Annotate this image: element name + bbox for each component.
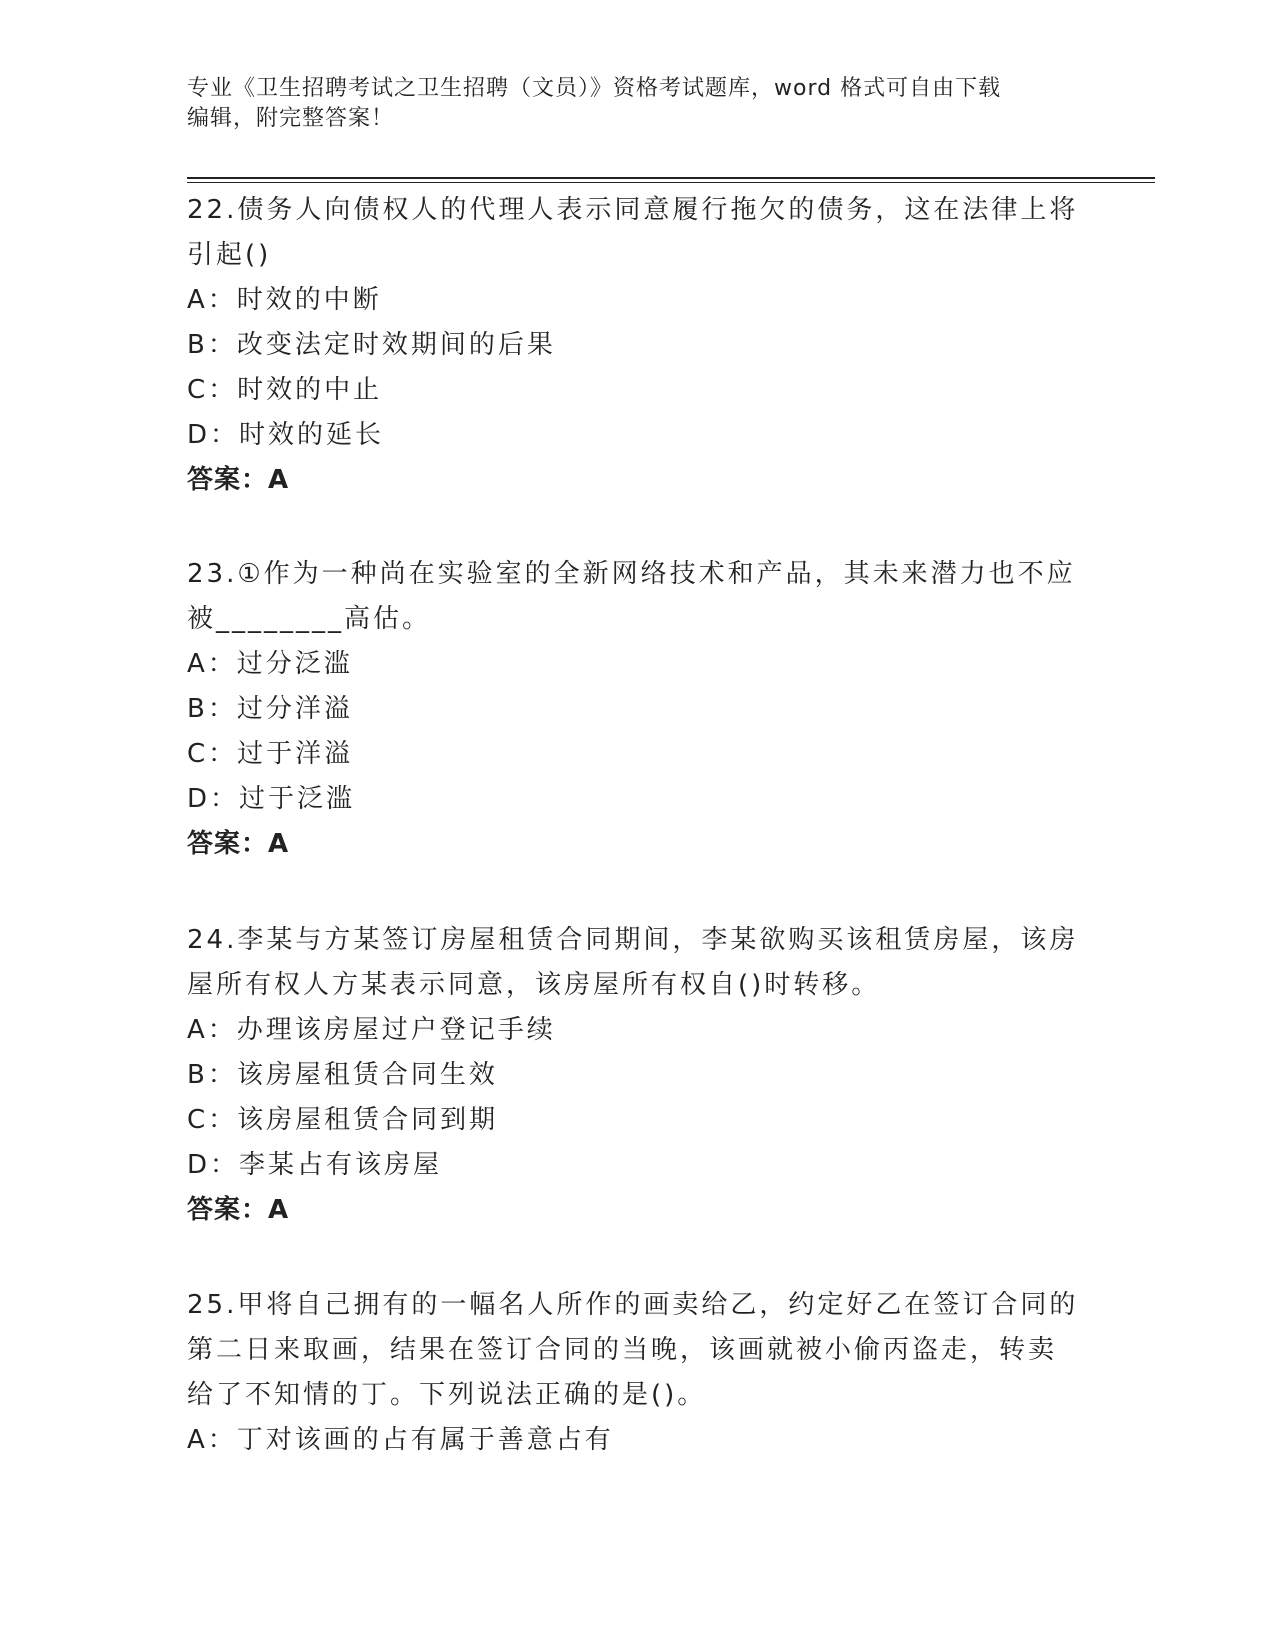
question-23 bbox=[187, 552, 1077, 867]
option-d: D：过于泛滥 bbox=[187, 784, 356, 814]
question-text bbox=[187, 918, 1077, 1008]
header-line-1: 专业《卫生招聘考试之卫生招聘（文员）》资格考试题库，word 格式可自由下载 bbox=[187, 76, 1002, 101]
option-d: D：李某占有该房屋 bbox=[187, 1150, 443, 1180]
question-22 bbox=[187, 188, 1077, 503]
option-c: C：时效的中止 bbox=[187, 375, 383, 405]
question-line: 23.①作为一种尚在实验室的全新网络技术和产品，其未来潜力也不应 bbox=[187, 559, 1076, 589]
option-c: C：过于洋溢 bbox=[187, 739, 354, 769]
question-line: 被________高估。 bbox=[187, 604, 432, 634]
question-text bbox=[187, 188, 1077, 278]
document-header bbox=[187, 74, 1067, 134]
option-a: A：过分泛滥 bbox=[187, 649, 353, 679]
question-line: 引起() bbox=[187, 240, 272, 270]
option-c: C：该房屋租赁合同到期 bbox=[187, 1105, 499, 1135]
header-divider-thin bbox=[187, 182, 1155, 183]
question-line: 25.甲将自己拥有的一幅名人所作的画卖给乙，约定好乙在签订合同的 bbox=[187, 1290, 1079, 1320]
question-line: 22.债务人向债权人的代理人表示同意履行拖欠的债务，这在法律上将 bbox=[187, 195, 1079, 225]
answer: 答案：A bbox=[187, 465, 290, 495]
question-text bbox=[187, 1283, 1077, 1418]
question-line: 24.李某与方某签订房屋租赁合同期间，李某欲购买该租赁房屋，该房 bbox=[187, 925, 1079, 955]
option-a: A：时效的中断 bbox=[187, 285, 382, 315]
question-text bbox=[187, 552, 1077, 642]
answer: 答案：A bbox=[187, 829, 290, 859]
question-24 bbox=[187, 918, 1077, 1233]
question-line: 第二日来取画，结果在签订合同的当晚，该画就被小偷丙盗走，转卖 bbox=[187, 1335, 1058, 1365]
option-b: B：过分洋溢 bbox=[187, 694, 353, 724]
answer: 答案：A bbox=[187, 1195, 290, 1225]
header-divider-thick bbox=[187, 177, 1155, 179]
option-b: B：该房屋租赁合同生效 bbox=[187, 1060, 498, 1090]
option-b: B：改变法定时效期间的后果 bbox=[187, 330, 556, 360]
option-d: D：时效的延长 bbox=[187, 420, 385, 450]
question-25 bbox=[187, 1283, 1077, 1463]
question-line: 给了不知情的丁。下列说法正确的是()。 bbox=[187, 1380, 707, 1410]
option-a: A：丁对该画的占有属于善意占有 bbox=[187, 1425, 614, 1455]
question-line: 屋所有权人方某表示同意，该房屋所有权自()时转移。 bbox=[187, 970, 881, 1000]
header-line-2: 编辑，附完整答案！ bbox=[187, 106, 395, 131]
option-a: A：办理该房屋过户登记手续 bbox=[187, 1015, 556, 1045]
